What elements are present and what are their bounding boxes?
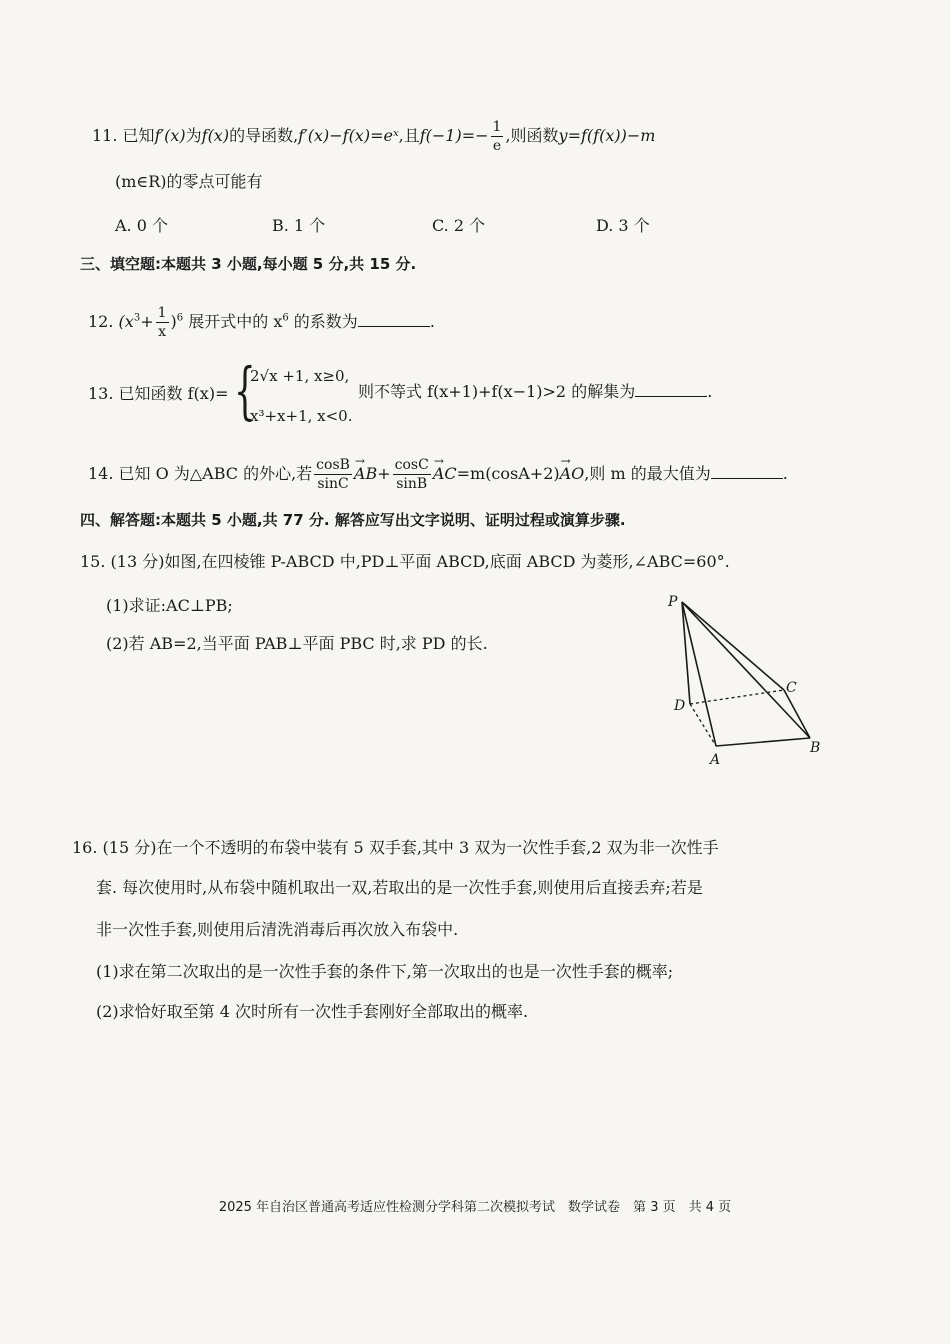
q13-case1: 2√x +1, x≥0,	[250, 367, 350, 385]
q14-f2-den: sinB	[396, 476, 428, 492]
q14-fraction1	[314, 458, 352, 491]
q12-frac-den: x	[158, 324, 166, 340]
q14-plus: +	[377, 464, 391, 483]
q13-case2: x³+x+1, x<0.	[250, 407, 353, 425]
q14-f2-num: cosC	[394, 457, 429, 473]
q11-option-a: A. 0 个	[115, 216, 168, 235]
q12-text2: 的系数为	[288, 312, 358, 331]
q12-text: 展开式中的 x	[183, 312, 283, 331]
page-footer: 2025 年自治区普通高考适应性检测分学科第二次模拟考试 数学试卷 第 3 页 共 4 页	[218, 1200, 732, 1215]
q12-exp3: 3	[133, 312, 141, 324]
pyramid-figure	[660, 592, 840, 772]
q11-option-d: D. 3 个	[596, 216, 650, 235]
q12-line	[88, 306, 435, 339]
q13-brace: {	[234, 354, 256, 427]
q13-answer-blank[interactable]	[635, 382, 707, 397]
q11-line1	[92, 120, 655, 153]
q11-line2: (m∈R)的零点可能有	[115, 172, 263, 191]
q12-exp6: 6	[176, 312, 184, 324]
q16-line2: 套. 每次使用时,从布袋中随机取出一双,若取出的是一次性手套,则使用后直接丢弃;若是	[96, 878, 703, 897]
q13-post	[358, 382, 712, 402]
q11-text-e: 的导函数,	[229, 126, 299, 145]
q14-fraction2	[393, 458, 431, 491]
q14-mid: =m(cosA+2)	[456, 464, 560, 483]
q16-part2: (2)求恰好取至第 4 次时所有一次性手套刚好全部取出的概率.	[96, 1002, 529, 1021]
q14-f1-den: sinC	[317, 476, 349, 492]
q11-text-a: 已知	[122, 126, 155, 145]
q12-paren-open: (x	[118, 312, 134, 331]
q11-text-i: ,则函数	[505, 126, 559, 145]
q11-math-d: f(x)	[201, 126, 230, 145]
q15-part1: (1)求证:AC⊥PB;	[106, 596, 233, 615]
q14-vector-ao: → AO	[560, 464, 585, 484]
section4-heading: 四、解答题:本题共 5 小题,共 77 分. 解答应写出文字说明、证明过程或演算步骤.	[80, 511, 626, 529]
section3-heading: 三、填空题:本题共 3 小题,每小题 5 分,共 15 分.	[80, 255, 417, 273]
q13-end: .	[707, 382, 713, 401]
q16-line3: 非一次性手套,则使用后清洗消毒后再次放入布袋中.	[96, 920, 459, 939]
q14-answer-blank[interactable]	[711, 464, 783, 479]
q13-pre	[88, 384, 228, 404]
q14-post: ,则 m 的最大值为	[584, 464, 711, 483]
label-p: P	[668, 594, 678, 610]
q15-line1: 15. (13 分)如图,在四棱锥 P-ABCD 中,PD⊥平面 ABCD,底面 ABCD 为菱形,∠ABC=60°.	[80, 552, 730, 571]
q12-exp-x6: 6	[282, 312, 289, 324]
q11-number: 11.	[92, 126, 118, 145]
q14-vector-ab: → AB	[354, 464, 377, 484]
q11-text-g: ,且	[398, 126, 420, 145]
edge-da	[690, 704, 716, 746]
q12-answer-blank[interactable]	[358, 312, 430, 327]
q11-frac-num: 1	[492, 119, 502, 135]
q14-vector-ac: → AC	[433, 464, 457, 484]
label-c: C	[786, 680, 797, 696]
q12-fraction	[156, 306, 169, 339]
q15-part2: (2)若 AB=2,当平面 PAB⊥平面 PBC 时,求 PD 的长.	[106, 634, 488, 653]
q16-part1: (1)求在第二次取出的是一次性手套的条件下,第一次取出的也是一次性手套的概率;	[96, 962, 674, 981]
edge-pc	[682, 602, 784, 690]
q13-number: 13.	[88, 384, 114, 403]
q14-end: .	[782, 464, 788, 483]
edge-pb	[682, 602, 810, 738]
q12-number: 12.	[88, 312, 114, 331]
label-a: A	[710, 752, 721, 768]
q11-fraction	[491, 120, 504, 153]
q16-line1: 16. (15 分)在一个不透明的布袋中装有 5 双手套,其中 3 双为一次性手套,2 双为非一次性手	[72, 838, 719, 857]
q13-pre-text: 已知函数 f(x)=	[118, 384, 229, 403]
q11-math-b: f′(x)	[154, 126, 186, 145]
q14-number: 14.	[88, 464, 114, 483]
q12-end: .	[429, 312, 435, 331]
q11-option-b: B. 1 个	[272, 216, 326, 235]
q11-text-c: 为	[185, 126, 202, 145]
q12-plus: +	[140, 312, 154, 331]
q11-math-f: f′(x)−f(x)=eˣ	[298, 126, 399, 145]
q14-line	[88, 458, 788, 491]
q14-f1-num: cosB	[316, 457, 350, 473]
edge-ab	[716, 738, 810, 746]
q13-post-text: 则不等式 f(x+1)+f(x−1)>2 的解集为	[358, 382, 636, 401]
q12-paren-close: )	[170, 312, 177, 331]
q11-math-h: f(−1)=−	[419, 126, 489, 145]
label-b: B	[810, 740, 821, 756]
q12-frac-num: 1	[157, 305, 167, 321]
q11-option-c: C. 2 个	[432, 216, 486, 235]
q11-math-j: y=f(f(x))−m	[558, 126, 656, 145]
q14-pre: 已知 O 为△ABC 的外心,若	[118, 464, 313, 483]
label-d: D	[674, 698, 686, 714]
q11-frac-den: e	[492, 138, 502, 154]
